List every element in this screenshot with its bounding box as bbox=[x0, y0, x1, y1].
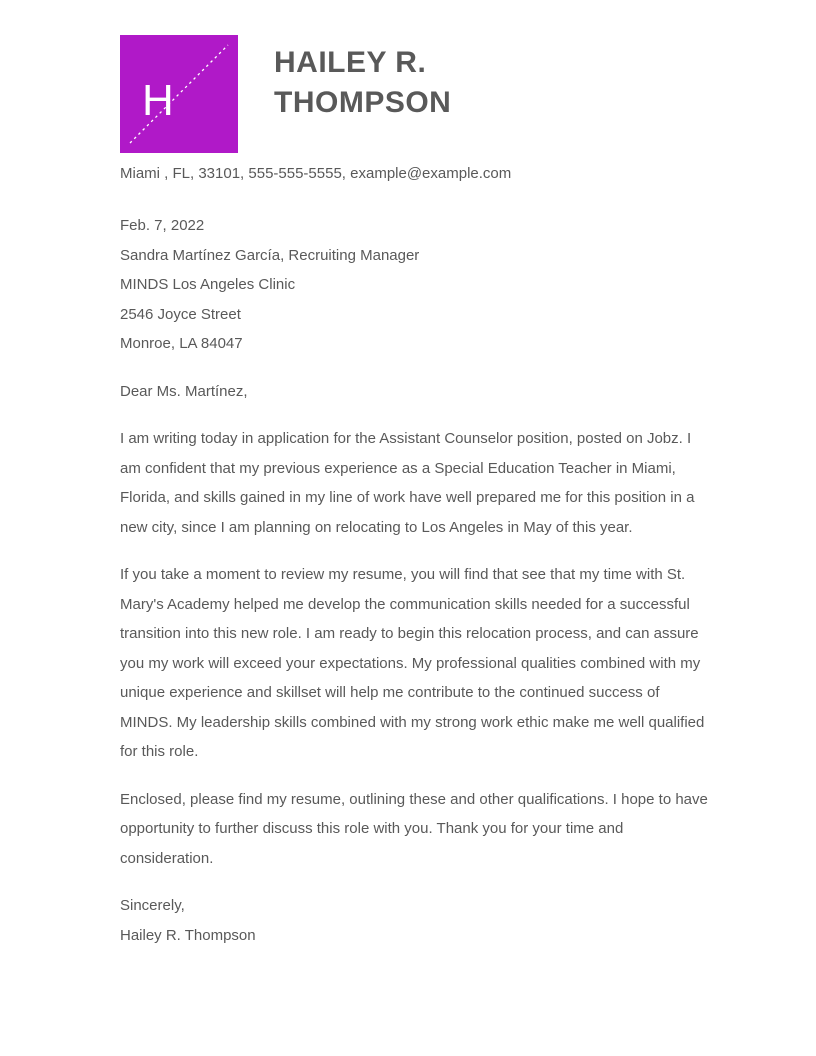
salutation: Dear Ms. Martínez, bbox=[120, 382, 248, 400]
monogram-logo bbox=[120, 35, 238, 153]
signature-name: Hailey R. Thompson bbox=[120, 926, 256, 944]
closing-word: Sincerely, bbox=[120, 897, 185, 914]
author-name-line1: HAILEY R. bbox=[274, 46, 427, 79]
recipient-company: MINDS Los Angeles Clinic bbox=[120, 276, 296, 293]
recipient-city-state-zip: Monroe, LA 84047 bbox=[120, 335, 243, 352]
recipient-street: 2546 Joyce Street bbox=[120, 305, 241, 323]
paragraph-3: Enclosed, please find my resume, outlining these and other qualifications. I hope to have opportunity to further discuss this role with you. Thank you for your time and consideration. bbox=[120, 790, 708, 867]
paragraph-2: If you take a moment to review my resume, you will find that see that my time with St. Mary's Academy helped me develop the communication skills needed for a successful transition into this new role. I am ready to begin this relocation process, and can assure you my work will exceed your expectations. My professional qualities combined with my unique experience and skillset will help me contribute to the continued success of MINDS. My leadership skills combined with my strong work ethic make me well qualified for this role. bbox=[120, 566, 705, 760]
date-and-recipient-block bbox=[120, 211, 716, 359]
recipient-name-title: Sandra Martínez García, Recruiting Manager bbox=[120, 246, 420, 264]
letter-body bbox=[120, 211, 716, 950]
letter-header bbox=[120, 35, 697, 153]
author-name-line2: THOMPSON bbox=[274, 86, 452, 119]
closing-block bbox=[120, 891, 716, 950]
contact-info: Miami , FL, 33101, 555-555-5555, example@example.com bbox=[120, 165, 512, 182]
monogram-letter-h: H bbox=[142, 76, 174, 125]
paragraph-1: I am writing today in application for the Assistant Counselor position, posted on Jobz. I am confident that my previous experience as a Special Education Teacher in Miami, Florida, and skills gained in my line of work have well prepared me for this position in a new city, since I am planning on relocating to Los Angeles in May of this year. bbox=[120, 430, 695, 536]
letter-date: Feb. 7, 2022 bbox=[120, 217, 205, 234]
monogram-letter-t bbox=[0, 95, 218, 139]
